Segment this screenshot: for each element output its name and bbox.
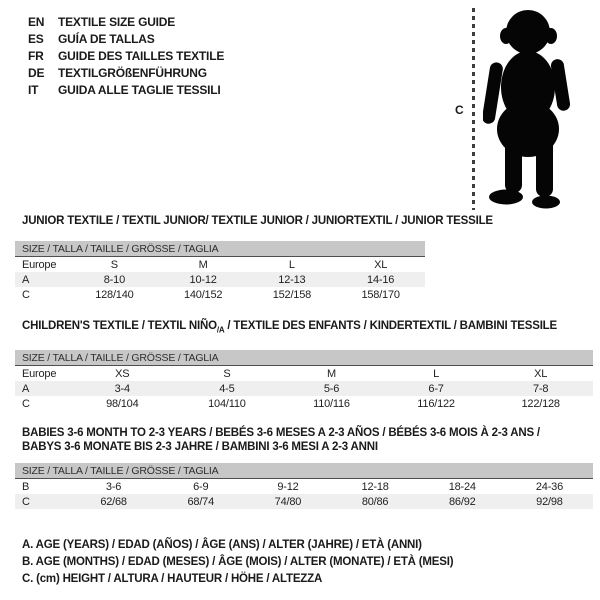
- height-cell: 68/74: [187, 495, 215, 508]
- junior-textile-section: [15, 215, 493, 302]
- size-cell: XL: [534, 367, 548, 380]
- age-cell: 3-4: [114, 382, 130, 395]
- note-age-years: A. AGE (YEARS) / EDAD (AÑOS) / ÂGE (ANS) / ALTER (JAHRE) / ETÀ (ANNI): [22, 538, 422, 551]
- babies-table-title-line2: BABYS 3-6 MONATE BIS 2-3 JAHRE / BAMBINI 3-6 MESI A 2-3 ANNI: [22, 441, 378, 453]
- height-cell: 116/122: [417, 397, 455, 410]
- height-cell: 158/170: [361, 288, 400, 301]
- babies-table-title-line1: BABIES 3-6 MONTH TO 2-3 YEARS / BEBÉS 3-6 MESES A 2-3 AÑOS / BÉBÉS 3-6 MOIS À 2-3 ANS /: [22, 427, 540, 439]
- table-row: [15, 396, 593, 411]
- language-code: FR: [28, 48, 44, 63]
- language-row-es: [28, 30, 224, 47]
- row-label: Europe: [22, 258, 57, 271]
- height-cell: 74/80: [274, 495, 302, 508]
- note-age-months: B. AGE (MONTHS) / EDAD (MESES) / ÂGE (MOIS) / ALTER (MONATE) / ETÀ (MESI): [22, 555, 454, 568]
- legend-notes: [22, 536, 453, 587]
- children-table-title: [22, 320, 593, 336]
- language-code: ES: [28, 31, 44, 46]
- table-row: [15, 287, 425, 302]
- size-cell: S: [110, 258, 118, 271]
- language-title: TEXTILGRÖßENFÜHRUNG: [58, 65, 207, 80]
- age-cell: 9-12: [277, 480, 299, 493]
- junior-size-header: SIZE / TALLA / TAILLE / GRÖSSE / TAGLIA: [15, 241, 425, 257]
- row-label: A: [22, 273, 30, 286]
- language-row-it: [28, 81, 224, 98]
- height-cell: 80/86: [361, 495, 389, 508]
- language-code: IT: [28, 82, 39, 97]
- height-cell: 104/110: [208, 397, 246, 410]
- children-textile-section: [15, 320, 593, 411]
- age-cell: 7-8: [533, 382, 549, 395]
- junior-table-title: JUNIOR TEXTILE / TEXTIL JUNIOR/ TEXTILE JUNIOR / JUNIORTEXTIL / JUNIOR TESSILE: [22, 215, 493, 227]
- size-cell: XS: [115, 367, 130, 380]
- height-cell: 62/68: [100, 495, 127, 508]
- babies-textile-section: [15, 426, 593, 509]
- age-cell: 6-7: [428, 382, 444, 395]
- age-cell: 10-12: [189, 273, 217, 286]
- table-row: [15, 479, 593, 494]
- language-title: GUIDA ALLE TAGLIE TESSILI: [58, 82, 221, 97]
- children-title-suffix: / TEXTILE DES ENFANTS / KINDERTEXTIL / BAMBINI TESSILE: [224, 320, 557, 332]
- size-cell: L: [288, 258, 295, 271]
- language-row-de: [28, 64, 224, 81]
- height-cell: 86/92: [449, 495, 476, 508]
- age-cell: 8-10: [103, 273, 125, 286]
- age-cell: 12-18: [361, 480, 389, 493]
- row-label: Europe: [22, 367, 57, 380]
- language-title: TEXTILE SIZE GUIDE: [58, 14, 176, 29]
- age-cell: 4-5: [219, 382, 235, 395]
- language-row-en: [28, 13, 224, 30]
- age-cell: 5-6: [323, 382, 340, 395]
- table-row: [15, 366, 593, 381]
- row-label: B: [22, 480, 30, 493]
- children-title-subscript: /A: [216, 325, 225, 335]
- language-title: GUÍA DE TALLAS: [58, 31, 155, 46]
- language-row-fr: [28, 47, 224, 64]
- language-code: EN: [28, 14, 45, 29]
- height-measure-label: C: [455, 103, 464, 117]
- height-cell: 128/140: [95, 288, 134, 301]
- language-code: DE: [28, 65, 45, 80]
- age-cell: 6-9: [193, 480, 209, 493]
- size-cell: S: [223, 367, 231, 380]
- age-cell: 12-13: [278, 273, 306, 286]
- height-cell: 110/116: [313, 397, 350, 410]
- height-cell: 98/104: [106, 397, 139, 410]
- size-cell: M: [327, 367, 336, 380]
- babies-size-header: SIZE / TALLA / TAILLE / GRÖSSE / TAGLIA: [15, 463, 593, 479]
- note-height-cm: C. (cm) HEIGHT / ALTURA / HAUTEUR / HÖHE / ALTEZZA: [22, 572, 323, 585]
- age-cell: 18-24: [448, 480, 476, 493]
- size-cell: L: [433, 367, 440, 380]
- children-title-prefix: CHILDREN'S TEXTILE / TEXTIL NIÑO: [22, 320, 217, 332]
- baby-silhouette-icon: [483, 5, 598, 210]
- table-row: [15, 257, 425, 272]
- table-row: [15, 381, 593, 396]
- age-cell: 3-6: [105, 480, 122, 493]
- size-cell: XL: [374, 258, 388, 271]
- dashed-measure-line: [472, 8, 475, 210]
- height-cell: 122/128: [521, 397, 560, 410]
- height-cell: 92/98: [536, 495, 563, 508]
- size-cell: M: [198, 258, 208, 271]
- row-label: C: [22, 397, 30, 410]
- children-size-header: SIZE / TALLA / TAILLE / GRÖSSE / TAGLIA: [15, 350, 593, 366]
- row-label: C: [22, 495, 30, 508]
- table-row: [15, 494, 593, 509]
- height-cell: 152/158: [272, 288, 312, 301]
- language-title: GUIDE DES TAILLES TEXTILE: [58, 48, 225, 63]
- table-row: [15, 272, 425, 287]
- height-cell: 140/152: [183, 288, 223, 301]
- age-cell: 14-16: [367, 273, 395, 286]
- row-label: A: [22, 382, 30, 395]
- language-title-block: [28, 13, 224, 98]
- age-cell: 24-36: [535, 480, 564, 493]
- row-label: C: [22, 288, 30, 301]
